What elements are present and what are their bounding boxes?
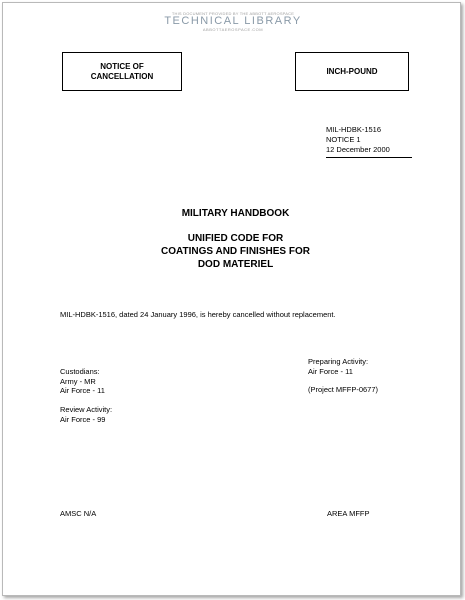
- handbook-subtitle: [3, 232, 465, 271]
- inch-pound-label: INCH-POUND: [326, 66, 378, 76]
- preparing-activity-heading: Preparing Activity:: [308, 357, 369, 366]
- custodians-line1: Army - MR: [60, 376, 96, 386]
- notice-box-line1: NOTICE OF: [100, 61, 144, 71]
- preparing-activity-line1: Air Force - 11: [308, 366, 353, 376]
- document-identifier: [326, 125, 412, 158]
- cancellation-statement: MIL-HDBK-1516, dated 24 January 1996, is hereby cancelled without replacement.: [60, 310, 336, 319]
- subtitle-line2: COATINGS AND FINISHES FOR: [161, 246, 310, 257]
- title-block: [3, 208, 465, 271]
- review-activity-heading: Review Activity:: [60, 405, 113, 414]
- review-activity: [60, 405, 112, 424]
- subtitle-line1: UNIFIED CODE FOR: [187, 233, 284, 244]
- logo-url: ABBOTTAEROSPACE.COM: [202, 27, 264, 32]
- logo-tagline: THIS DOCUMENT PROVIDED BY THE ABBOTT AEROSPACE: [171, 11, 295, 16]
- custodians-line2: Air Force - 11: [60, 386, 105, 395]
- subtitle-line3: DOD MATERIEL: [197, 259, 274, 270]
- notice-number: NOTICE 1: [326, 135, 361, 144]
- notice-box-line2: CANCELLATION: [90, 71, 154, 81]
- custodians-heading: Custodians:: [60, 367, 100, 376]
- custodians: [60, 367, 105, 396]
- inch-pound-box: [295, 52, 409, 91]
- preparing-activity-project: (Project MFFP-0677): [308, 385, 379, 394]
- logo-title: TECHNICAL LIBRARY: [164, 15, 302, 27]
- area-label: AREA MFFP: [327, 509, 370, 518]
- handbook-title: MILITARY HANDBOOK: [181, 208, 290, 219]
- notice-date: 12 December 2000: [326, 145, 390, 154]
- document-page: [2, 2, 461, 596]
- review-activity-line1: Air Force - 99: [60, 414, 106, 424]
- document-number: MIL-HDBK-1516: [326, 125, 382, 134]
- technical-library-logo: [163, 11, 303, 39]
- amsc-label: AMSC N/A: [60, 509, 97, 518]
- preparing-activity: [308, 357, 378, 395]
- notice-of-cancellation-box: [62, 52, 182, 91]
